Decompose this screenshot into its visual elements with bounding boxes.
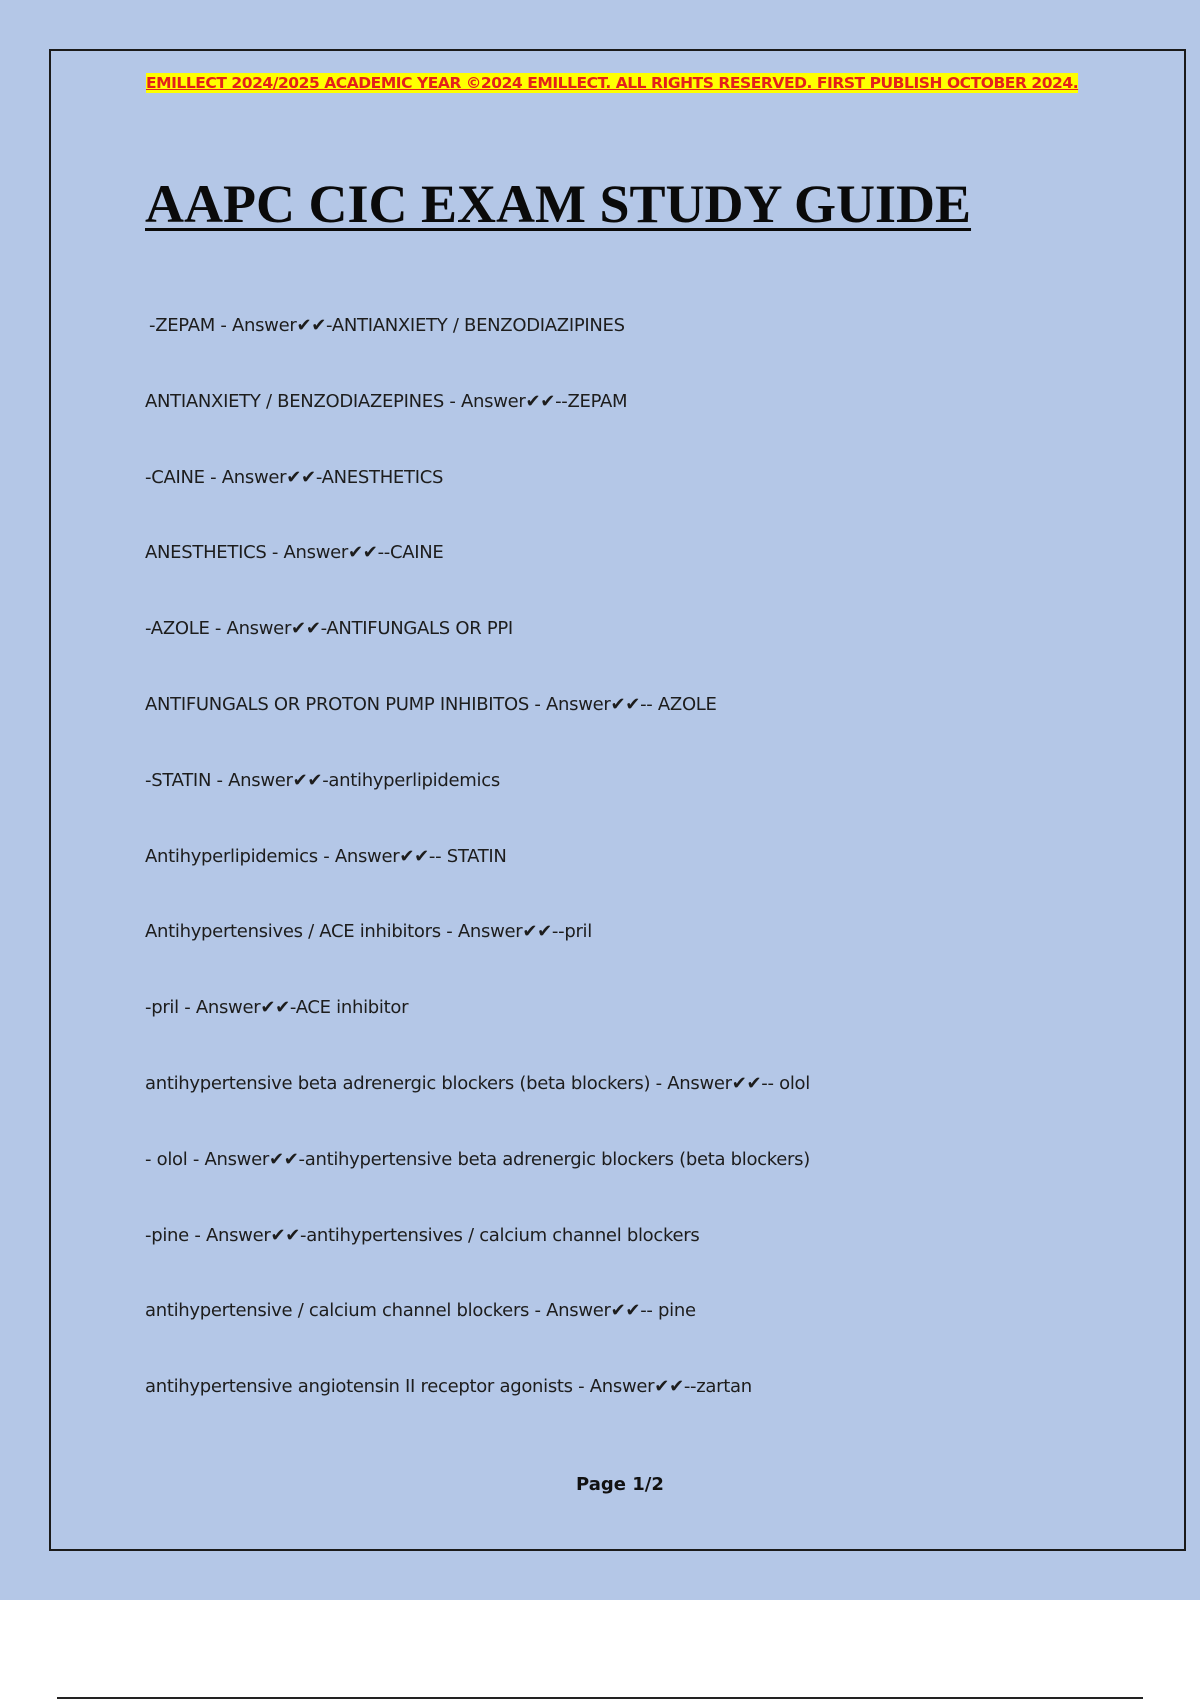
study-entry: Antihyperlipidemics - Answer✔✔-- STATIN [145, 845, 507, 867]
study-entry: Antihypertensives / ACE inhibitors - Answer✔✔--pril [145, 921, 592, 943]
study-entry-list [145, 312, 1105, 1449]
study-entry: -pine - Answer✔✔-antihypertensives / calcium channel blockers [145, 1224, 700, 1246]
study-entry: antihypertensive / calcium channel blockers - Answer✔✔-- pine [145, 1300, 696, 1322]
study-entry: -CAINE - Answer✔✔-ANESTHETICS [145, 466, 444, 488]
study-entry: antihypertensive beta adrenergic blockers (beta blockers) - Answer✔✔-- olol [145, 1072, 810, 1094]
study-entry: ANTIANXIETY / BENZODIAZEPINES - Answer✔✔--ZEPAM [145, 390, 628, 412]
study-entry: antihypertensive angiotensin II receptor agonists - Answer✔✔--zartan [145, 1376, 752, 1398]
copyright-banner: EMILLECT 2024/2025 ACADEMIC YEAR ©2024 EMILLECT. ALL RIGHTS RESERVED. FIRST PUBLISH OCTOBER 2024. [146, 74, 1079, 92]
study-entry: ANESTHETICS - Answer✔✔--CAINE [145, 542, 444, 564]
study-entry: -AZOLE - Answer✔✔-ANTIFUNGALS OR PPI [145, 618, 513, 640]
study-entry: - olol - Answer✔✔-antihypertensive beta adrenergic blockers (beta blockers) [145, 1148, 810, 1170]
page-divider-line [57, 1697, 1143, 1699]
study-entry: -STATIN - Answer✔✔-antihyperlipidemics [145, 769, 500, 791]
study-entry: -pril - Answer✔✔-ACE inhibitor [145, 997, 409, 1019]
study-entry: -ZEPAM - Answer✔✔-ANTIANXIETY / BENZODIAZIPINES [149, 315, 625, 336]
document-title: AAPC CIC EXAM STUDY GUIDE [145, 174, 972, 234]
page-number: Page 1/2 [576, 1474, 664, 1495]
study-entry: ANTIFUNGALS OR PROTON PUMP INHIBITOS - Answer✔✔-- AZOLE [145, 693, 717, 715]
